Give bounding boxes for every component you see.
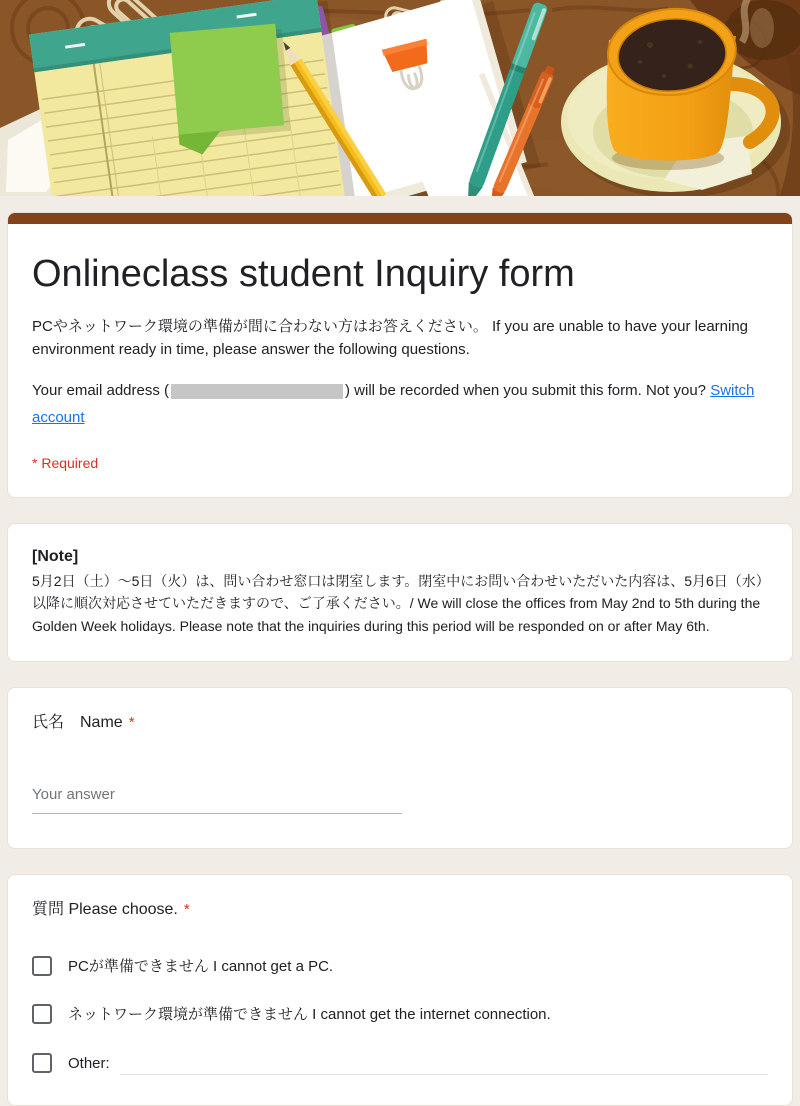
- option-row-other[interactable]: [32, 1051, 768, 1075]
- option-label: PCが準備できません I cannot get a PC.: [68, 958, 334, 976]
- name-question-card: [7, 687, 793, 849]
- choice-question-card: [7, 874, 793, 1106]
- form-header-illustration: [0, 0, 800, 196]
- option-row-pc[interactable]: [32, 955, 768, 976]
- steam: [742, 0, 748, 42]
- theme-color-bar: [8, 213, 792, 224]
- choice-question-label: 質問 Please choose. *: [32, 901, 190, 919]
- checkbox-options: [32, 955, 768, 1075]
- checkbox-icon[interactable]: [32, 956, 52, 976]
- page-title: Onlineclass student Inquiry form: [32, 253, 575, 295]
- checkbox-icon[interactable]: [32, 1053, 52, 1073]
- name-question-label: 氏名 Name *: [32, 713, 135, 731]
- form-title-card: [7, 212, 793, 498]
- redacted-email: [171, 384, 343, 399]
- form-description: PCやネットワーク環境の準備が間に合わない方はお答えください。 If you are unable to have your learning environment ready in time, please answer the following questions.: [32, 317, 749, 359]
- switch-account-link[interactable]: Switch account: [32, 382, 755, 427]
- required-asterisk: *: [128, 713, 135, 731]
- other-text-input[interactable]: [120, 1051, 768, 1075]
- required-asterisk: *: [183, 901, 190, 919]
- option-label: ネットワーク環境が準備できません I cannot get the internet connection.: [68, 1006, 551, 1024]
- note-heading: [Note]: [32, 548, 79, 566]
- email-notice-suffix: ) will be recorded when you submit this form. Not you?: [345, 382, 707, 400]
- option-label: Other:: [68, 1054, 110, 1072]
- checkbox-icon[interactable]: [32, 1004, 52, 1024]
- required-note: * Required: [32, 455, 99, 472]
- email-notice-prefix: Your email address (: [32, 382, 170, 400]
- email-notice: [32, 377, 768, 431]
- coffee-cup: [605, 0, 774, 170]
- note-body: 5月2日（土）～5日（火）は、問い合わせ窓口は閉室します。閉室中にお問い合わせいただいた内容は、5月6日（水）以降に順次対応させていただきますので、ご了承ください。/ We will close the offices from May 2nd to 5th during the Golden Week holidays. Please note that the inquiries during this period will be responded on or after May 6th.: [32, 573, 763, 634]
- name-answer-input[interactable]: [32, 784, 402, 814]
- option-row-network[interactable]: [32, 1003, 768, 1024]
- note-card: [7, 523, 793, 661]
